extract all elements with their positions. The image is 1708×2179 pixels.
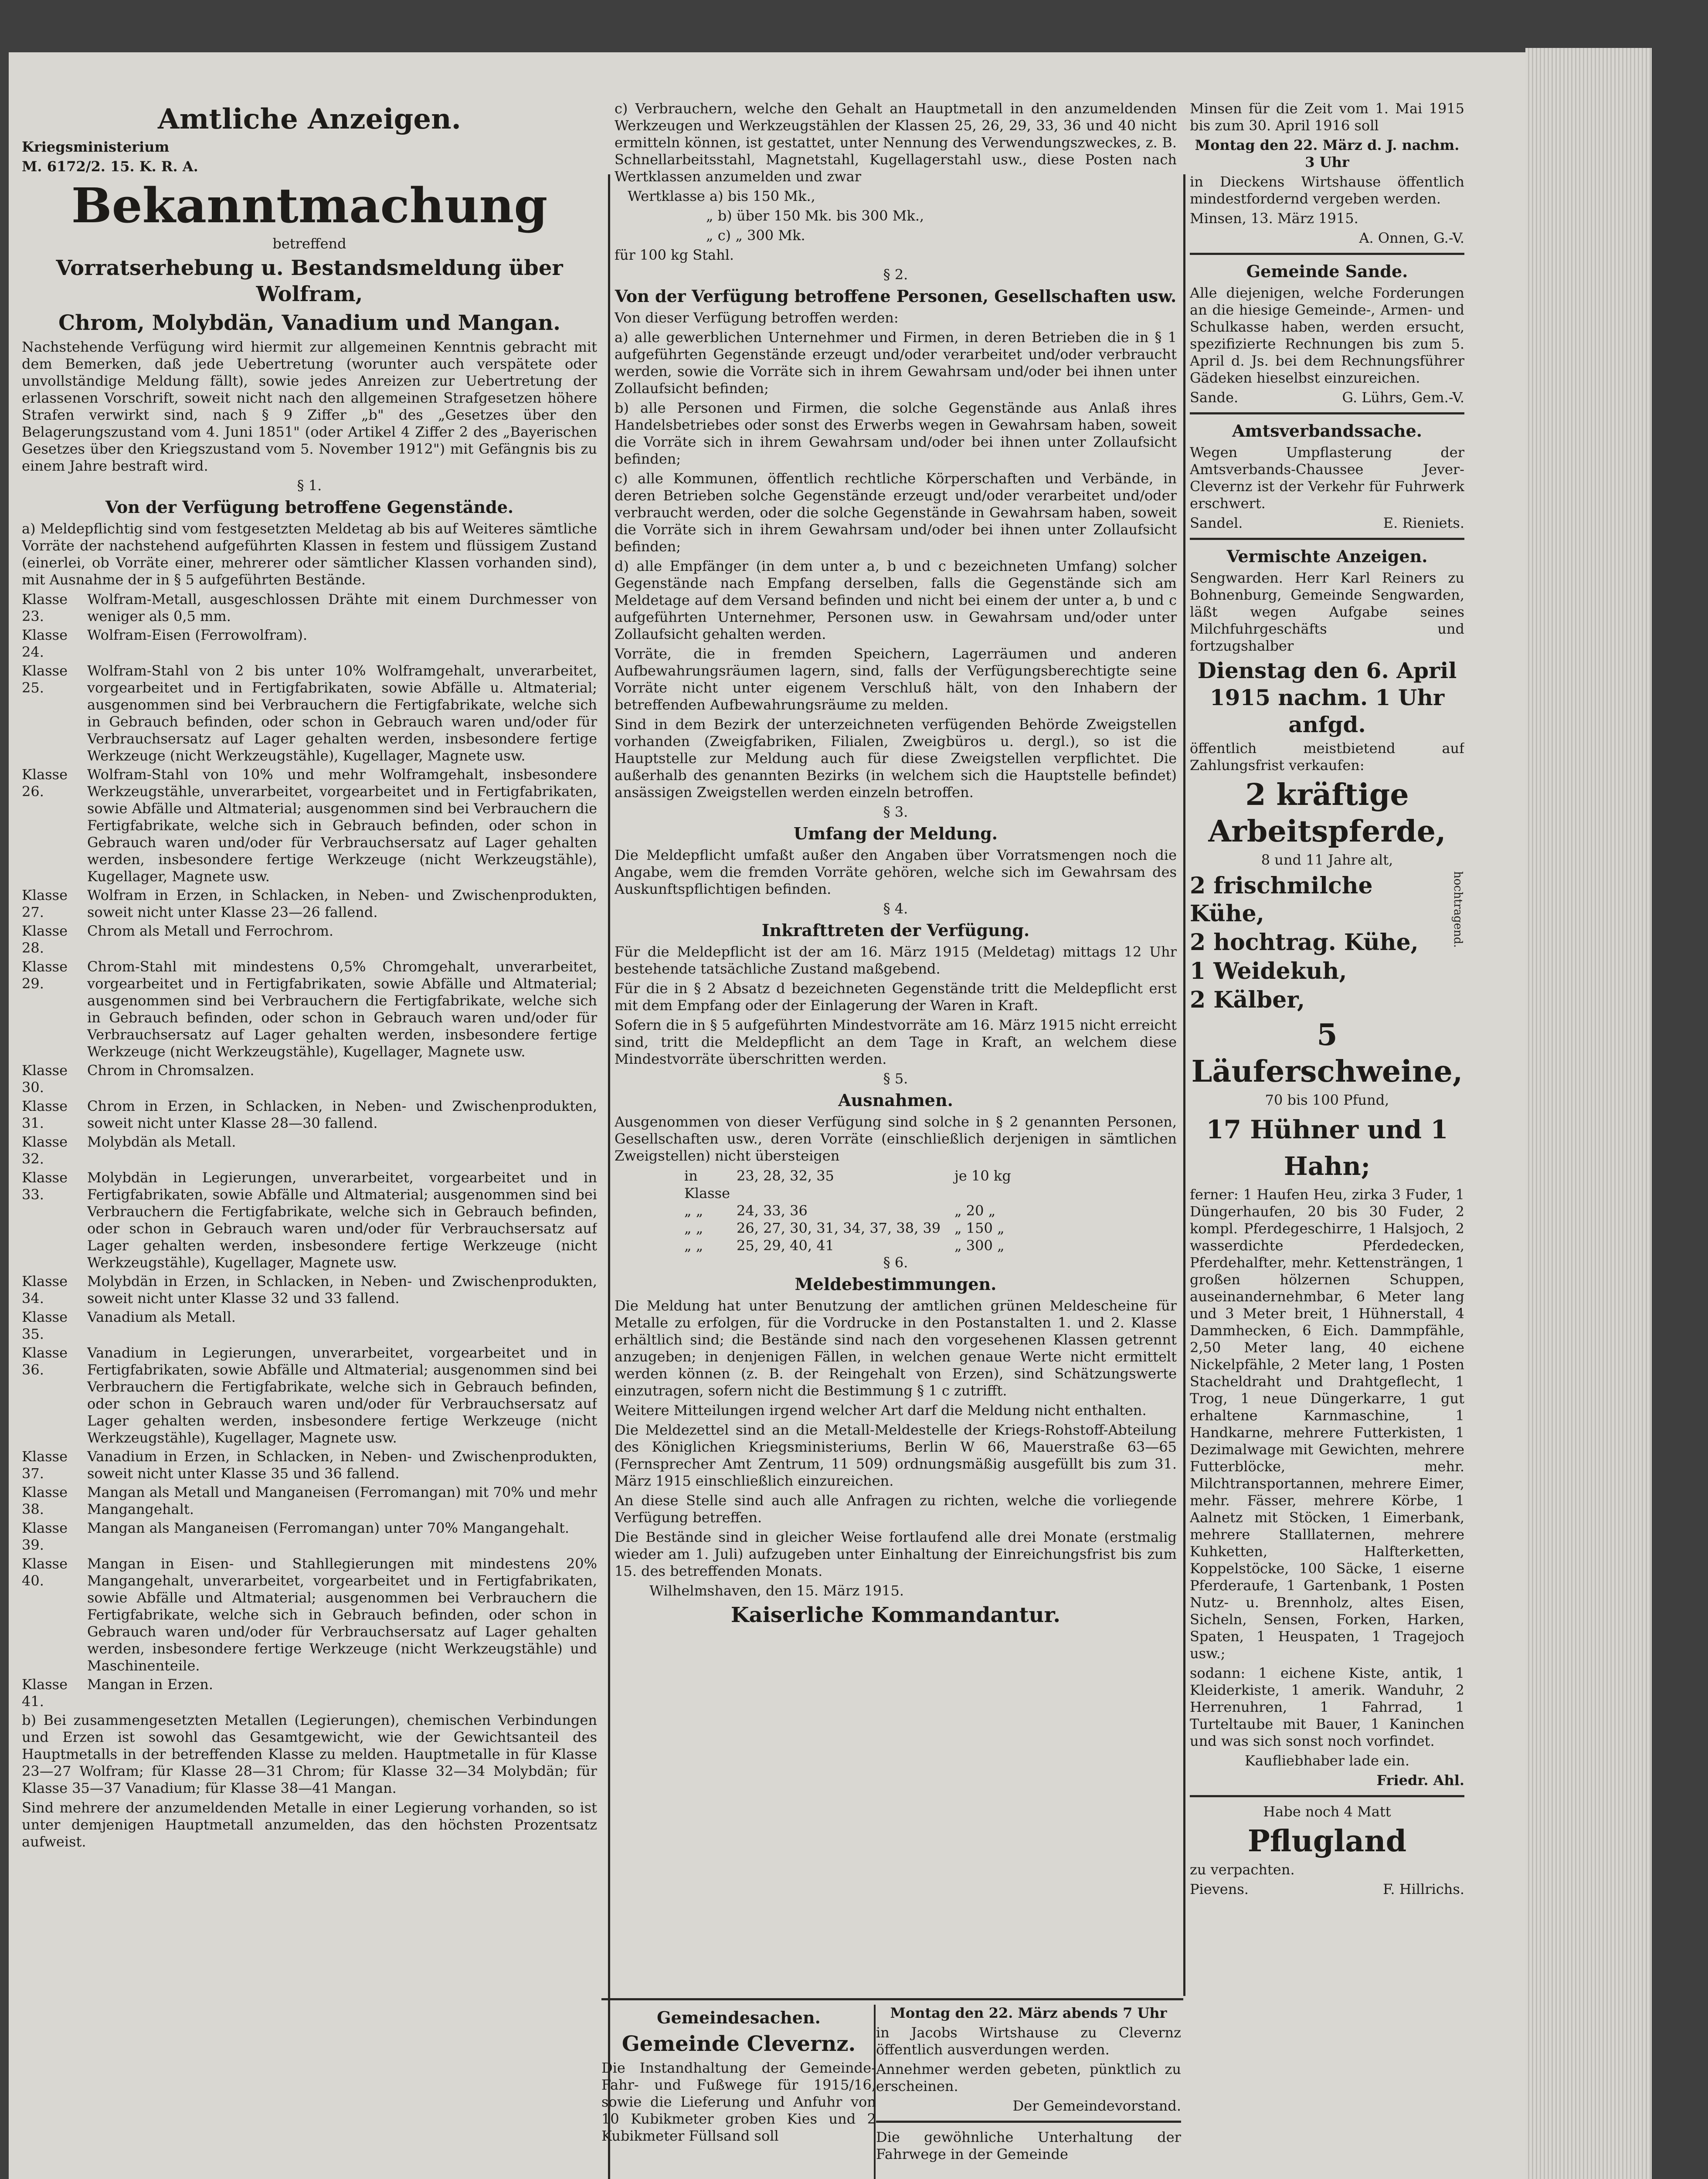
section-number: § 2. (883, 266, 908, 283)
reference: M. 6172/2. 15. K. R. A. (22, 158, 198, 175)
section-text: b) alle Personen und Firmen, die solche Gegenstände aus Anlaß ihres Handelsbetriebes oder sonst des Erwerbs wegen in Gewahrsam haben, soweit die Vorräte sich in ihrem Gewahrsam und/oder bei ihnen unter Zollaufsicht befinden; (615, 400, 1177, 467)
signature-line: Sandel. E. Rieniets. (1190, 515, 1464, 531)
section-text: a) Meldepflichtig sind vom festgesetzten Meldetag ab bis auf Weiteres sämtliche Vorräte der nachstehend aufgeführten Klassen in festem und flüssigem Zustand (einerlei, ob Vorräte einer, mehrerer oder sämtlicher Klassen vorhanden sind), mit Ausnahme der in § 5 aufgeführten Bestände. (22, 520, 597, 588)
section-header: Amtliche Anzeigen. (158, 103, 461, 136)
block-text: in Jacobs Wirtshause zu Clevernz öffentlich ausverdungen werden. (876, 2024, 1181, 2058)
section-title: Ausnahmen. (838, 1090, 953, 1110)
klasse-item: Klasse 25. Wolfram-Stahl von 2 bis unter 10% Wolframgehalt, unverarbeitet, vorgearbeitet und in Fertigfabrikaten, sowie Abfälle u. Altmaterial; ausgenommen sind bei Verbrauchern die Fertigfabrikate, welche sich in Gebrauch befinden, oder schon in Gebrauch waren und/oder für Verbrauchsersatz auf Lager gehalten werden, insbesondere fertige Werkzeuge (nicht Werkzeugstähle), Kugellager, Magnete usw. (22, 662, 597, 764)
auction-date: Dienstag den 6. April 1915 nachm. 1 Uhr anfgd. (1197, 658, 1457, 737)
section-text: Die Meldepflicht umfaßt außer den Angaben über Vorratsmengen noch die Angabe, wem die fremden Vorräte gehören, welche sich im Gewahrsam des Auskunftspflichtigen befinden. (615, 847, 1177, 897)
klasse-item: Klasse 34. Molybdän in Erzen, in Schlacken, in Neben- und Zwischenprodukten, soweit nicht unter Klasse 32 und 33 fallend. (22, 1273, 597, 1307)
klasse-item: Klasse 31. Chrom in Erzen, in Schlacken, in Neben- und Zwischenprodukten, soweit nicht unter Klasse 28—30 fallend. (22, 1098, 597, 1131)
auction-item-pigs: 5 Läuferschweine, (1191, 1018, 1463, 1089)
section-title: Von der Verfügung betroffene Gegenstände. (105, 497, 514, 517)
signature-line: Sande. G. Lührs, Gem.-V. (1190, 389, 1464, 406)
klasse-item: Klasse 27. Wolfram in Erzen, in Schlacken, in Neben- und Zwischenprodukten, soweit nicht unter Klasse 23—26 fallend. (22, 887, 597, 920)
wertklasse-a: Wertklasse a) bis 150 Mk., (628, 188, 815, 204)
section-title: Von der Verfügung betroffene Personen, Gesellschaften usw. (615, 286, 1177, 306)
section-text: Die Meldezettel sind an die Metall-Meldestelle der Kriegs-Rohstoff-Abteilung des Königlichen Kriegsministeriums, Berlin W 66, Mauerstraße 63—65 (Fernsprecher Amt Zentrum, 11 509) ordnungsmäßig ausgefüllt bis zum 31. März 1915 einschließlich einzureichen. (615, 1422, 1177, 1489)
column-rule-1 (608, 174, 610, 2179)
section-text: Von dieser Verfügung betroffen werden: (615, 309, 899, 326)
exceptions-table: in Klasse 23, 28, 32, 35 je 10 kg „ „ 24, 33, 36 „ 20 „ „ „ 26, 27, 30, 31, 34, 37, 38, 39 „ 150 „ „ „ 25, 29, 40, 41 „ 300 „ (684, 1168, 1011, 1254)
block-title: Vermischte Anzeigen. (1226, 546, 1428, 566)
municipality-title: Gemeinde Sande. (1246, 261, 1408, 281)
side-note: hochtragend. (1451, 871, 1464, 948)
cattle-group (1190, 871, 1464, 1015)
lease-text: Habe noch 4 Matt (1263, 1803, 1391, 1820)
section-title: Inkrafttreten der Verfügung. (761, 920, 1030, 940)
section-text: Vorräte, die in fremden Speichern, Lagerräumen und anderen Aufbewahrungsräumen lagern, sind, falls der Verfügungsberechtigte seine Vorräte nicht unter eigenem Verschluß hält, von den Inhabern der betreffenden Aufbewahrungsräume zu melden. (615, 645, 1177, 713)
notice-place: Minsen, 13. März 1915. (1190, 210, 1358, 227)
section-text: Sofern die in § 5 aufgeführten Mindestvorräte am 16. März 1915 nicht erreicht sind, tritt die Meldepflicht an dem Tage in Kraft, an welchem diese Mindestvorräte überschritten werden. (615, 1017, 1177, 1067)
notice-date: Montag den 22. März d. J. nachm. 3 Uhr (1195, 137, 1460, 170)
notice-text: Minsen für die Zeit vom 1. Mai 1915 bis zum 30. April 1916 soll (1190, 100, 1464, 134)
gemeindesachen-block (601, 2005, 876, 2179)
section-number: § 3. (883, 804, 908, 820)
notice-headline-1: Vorratserhebung u. Bestandsmeldung über Wolfram, (56, 256, 563, 306)
block-text: Annehmer werden gebeten, pünktlich zu erscheinen. (876, 2061, 1181, 2094)
section-text: c) alle Kommunen, öffentlich rechtliche Körperschaften und Verbände, in deren Betrieben solche Gegenstände erzeugt und/oder verarbeitet und/oder verbraucht werden, oder die solche Gegenstände in Gewahrsam haben, soweit die Vorräte sich in ihrem Gewahrsam und/oder bei ihnen unter Zollaufsicht befinden; (615, 470, 1177, 555)
notice-text: in Dieckens Wirtshause öffentlich mindestfordernd vergeben werden. (1190, 173, 1464, 207)
section-text: Sind in dem Bezirk der unterzeichneten verfügenden Behörde Zweigstellen vorhanden (Zweigfabriken, Filialen, Zweigbüros u. dergl.), so ist die Hauptstelle zur Meldung auch für diese Zweigstellen verpflichtet. Die außerhalb des genannten Bezirks (in welchem sich die Hauptstelle befindet) ansässigen Zweigstellen werden einzeln betroffen. (615, 716, 1177, 801)
klasse-item: Klasse 37. Vanadium in Erzen, in Schlacken, in Neben- und Zwischenprodukten, soweit nicht unter Klasse 35 und 36 fallend. (22, 1448, 597, 1482)
auction-item: 2 Kälber, (1190, 987, 1305, 1013)
page-stack-edge (1525, 48, 1652, 2179)
klassen-list (22, 591, 597, 1710)
notice-title: Bekanntmachung (71, 177, 548, 234)
klasse-item: Klasse 33. Molybdän in Legierungen, unverarbeitet, vorgearbeitet und in Fertigfabrikaten, sowie Abfälle und Altmaterial; ausgenommen sind bei Verbrauchern die Fertigfabrikate, welche sich in Gebrauch befinden, oder schon in Gebrauch waren und/oder für Verbrauchsersatz auf Lager gehalten werden, insbesondere fertige Werkzeuge (nicht Werkzeugstähle), Kugellager, Magnete usw. (22, 1169, 597, 1271)
klasse-item: Klasse 23. Wolfram-Metall, ausgeschlossen Drähte mit einem Durchmesser von weniger als 0,5 mm. (22, 591, 597, 625)
divider (1190, 412, 1464, 414)
auction-detail: 8 und 11 Jahre alt, (1261, 852, 1393, 868)
section-text: Die Bestände sind in gleicher Weise fortlaufend alle drei Monate (erstmalig wieder am 1. Juli) aufzugeben unter Einhaltung der Einreichungsfrist bis zum 15. des betreffenden Monats. (615, 1529, 1177, 1579)
section-number: § 5. (883, 1070, 908, 1087)
klasse-item: Klasse 38. Mangan als Metall und Manganeisen (Ferromangan) mit 70% und mehr Mangangehalt. (22, 1484, 597, 1517)
lease-title: Pflugland (1247, 1824, 1407, 1859)
auction-closing: Kaufliebhaber lade ein. (1244, 1752, 1410, 1769)
klasse-item: Klasse 29. Chrom-Stahl mit mindestens 0,5% Chromgehalt, unverarbeitet, vorgearbeitet und in Fertigfabrikaten, sowie Abfälle und Altmaterial; ausgenommen sind bei Verbrauchern die Fertigfabrikate, welche sich in Gebrauch befinden, oder schon in Gebrauch waren und/oder für Verbrauchsersatz auf Lager gehalten werden, insbesondere fertige Werkzeuge (nicht Werkzeugstähle), Kugellager, Magnete usw. (22, 958, 597, 1060)
notice-signature: A. Onnen, G.-V. (1359, 230, 1464, 246)
auction-signature: Friedr. Ahl. (1376, 1772, 1464, 1789)
section-number: § 4. (883, 900, 908, 917)
column-1 (22, 100, 597, 2179)
section-title: Umfang der Meldung. (793, 824, 998, 843)
bottom-rule (601, 1998, 1183, 2000)
ministry: Kriegsministerium (22, 139, 170, 155)
section-text: Sind mehrere der anzumeldenden Metalle in einer Legierung vorhanden, so ist unter demjenigen Hauptmetall anzumelden, das den höchsten Prozentsatz aufweist. (22, 1799, 597, 1850)
section-text: Für die in § 2 Absatz d bezeichneten Gegenstände tritt die Meldepflicht erst mit dem Empfang oder der Einlagerung der Waren in Kraft. (615, 980, 1177, 1014)
notice-intro: Nachstehende Verfügung wird hiermit zur allgemeinen Kenntnis gebracht mit dem Bemerken, daß jede Uebertretung (worunter auch verspätete oder unvollständige Meldung fällt), sowie jedes Anreizen zur Uebertretung der erlassenen Vorschrift, soweit nicht nach den allgemeinen Strafgesetzen höhere Strafen verwirkt sind, nach § 9 Ziffer „b" des „Gesetzes über den Belagerungszustand vom 4. Juni 1851" (oder Artikel 4 Ziffer 2 des „Bayerischen Gesetzes über den Kriegszustand vom 5. November 1912") mit Gefängnis bis zu einem Jahre bestraft wird. (22, 339, 597, 474)
section-title: Meldebestimmungen. (795, 1274, 997, 1294)
auction-item-horses: 2 kräftige Arbeitspferde, (1208, 777, 1446, 849)
tender-date: Montag den 22. März abends 7 Uhr (890, 2005, 1167, 2021)
section-text: Für die Meldepflicht ist der am 16. März 1915 (Meldetag) mittags 12 Uhr bestehende tatsächliche Zustand maßgebend. (615, 944, 1177, 977)
tender-block (876, 2005, 1181, 2179)
auction-item: 1 Weidekuh, (1190, 958, 1347, 984)
auction-item-hens: 17 Hühner und 1 Hahn; (1206, 1115, 1448, 1181)
notice-text: Wegen Umpflasterung der Amtsverbands-Chaussee Jever-Clevernz ist der Verkehr für Fuhrwerk erschwert. (1190, 444, 1464, 512)
section-text: An diese Stelle sind auch alle Anfragen zu richten, welche die vorliegende Verfügung betreffen. (615, 1492, 1177, 1526)
section-text: d) alle Empfänger (in dem unter a, b und c bezeichneten Umfang) solcher Gegenstände nach Empfang derselben, falls die Gegenstände sich am Meldetage auf dem Versand befinden und nicht bei einem der unter a, b und c aufgeführten Unternehmer, Personen usw. in Gewahrsam und/oder unter Zollaufsicht gehalten werden. (615, 558, 1177, 642)
column-2 (615, 100, 1177, 1996)
signature-line: Pievens. F. Hillrichs. (1190, 1881, 1464, 1897)
auction-list: sodann: 1 eichene Kiste, antik, 1 Kleiderkiste, 1 amerik. Wanduhr, 2 Herrenuhren, 1 Fahrrad, 1 Turteltaube mit Bauer, 1 Kaninchen und was sich sonst noch vorfindet. (1190, 1665, 1464, 1749)
divider (1190, 1795, 1464, 1797)
klasse-item: Klasse 39. Mangan als Manganeisen (Ferromangan) unter 70% Mangangehalt. (22, 1520, 570, 1553)
auction-item: 2 frischmilche Kühe, (1190, 872, 1373, 927)
klasse-item: Klasse 32. Molybdän als Metall. (22, 1134, 236, 1167)
column-3 (1190, 100, 1464, 2179)
klasse-item: Klasse 40. Mangan in Eisen- und Stahllegierungen mit mindestens 20% Mangangehalt, unverarbeitet, vorgearbeitet und in Fertigfabrikaten, sowie Abfälle und Altmaterial; ausgenommen bei Verbrauchern die Fertigfabrikate, welche sich in Gebrauch befinden, oder schon in Gebrauch waren und/oder für Verbrauchsersatz auf Lager gehalten werden, insbesondere fertige Werkzeuge (nicht Werkzeugstähle) und Maschinenteile. (22, 1555, 597, 1674)
section-text: a) alle gewerblichen Unternehmer und Firmen, in deren Betrieben die in § 1 aufgeführten Gegenstände erzeugt und/oder verarbeitet und/oder verbraucht werden, sowie die Vorräte sich in ihrem Gewahrsam und/oder bei ihnen unter Zollaufsicht befinden; (615, 329, 1177, 397)
auction-detail: 70 bis 100 Pfund, (1265, 1092, 1389, 1108)
notice-headline-2: Chrom, Molybdän, Vanadium und Mangan. (58, 311, 561, 335)
section-number: § 6. (883, 1254, 908, 1271)
notice-text: öffentlich meistbietend auf Zahlungsfrist verkaufen: (1190, 740, 1464, 774)
klasse-item: Klasse 30. Chrom in Chromsalzen. (22, 1062, 255, 1096)
klasse-item: Klasse 36. Vanadium in Legierungen, unverarbeitet, vorgearbeitet und in Fertigfabrikaten, sowie Abfälle und Altmaterial; ausgenommen sind bei Verbrauchern die Fertigfabrikate, welche sich in Gebrauch befinden, oder schon in Gebrauch waren und/oder für Verbrauchsersatz auf Lager gehalten werden, insbesondere fertige Werkzeuge (nicht Werkzeugstähle), Kugellager, Magnete usw. (22, 1344, 597, 1446)
auction-item: 2 hochtrag. Kühe, (1190, 929, 1419, 956)
divider (876, 2121, 1181, 2123)
divider (1190, 253, 1464, 255)
klasse-item: Klasse 24. Wolfram-Eisen (Ferrowolfram). (22, 627, 308, 660)
notice-text: Sengwarden. Herr Karl Reiners zu Bohnenburg, Gemeinde Sengwarden, läßt wegen Aufgabe seines Milchfuhrgeschäfts und fortzugshalber (1190, 570, 1464, 654)
block-text: Die gewöhnliche Unterhaltung der Fahrwege in der Gemeinde (876, 2129, 1181, 2162)
divider (1190, 538, 1464, 540)
lease-text: zu verpachten. (1190, 1861, 1295, 1878)
wertklasse-unit: für 100 kg Stahl. (615, 247, 734, 263)
klasse-item: Klasse 35. Vanadium als Metall. (22, 1309, 236, 1342)
block-text: Die Instandhaltung der Gemeinde-Fahr- und Fußwege für 1915/16, sowie die Lieferung und Anfuhr von 10 Kubikmeter groben Kies und 2 Kubikmeter Füllsand soll (601, 2060, 876, 2144)
klasse-item: Klasse 41. Mangan in Erzen. (22, 1676, 214, 1710)
notice-subtitle: betreffend (272, 235, 346, 252)
wertklasse-c: „ c) „ 300 Mk. (706, 227, 805, 244)
klasse-item: Klasse 26. Wolfram-Stahl von 10% und mehr Wolframgehalt, insbesondere Werkzeugstähle, unverarbeitet, vorgearbeitet und in Fertigfabrikaten, sowie Abfälle und Altmaterial; ausgenommen sind bei Verbrauchern die Fertigfabrikate, welche sich in Gebrauch befinden, oder schon in Gebrauch waren und/oder für Verbrauchsersatz auf Lager gehalten werden, insbesondere fertige Werkzeuge (nicht Werkzeugstähle), Kugellager, Magnete usw. (22, 766, 597, 885)
authority-signature: Kaiserliche Kommandantur. (730, 1603, 1061, 1627)
section-text: Die Meldung hat unter Benutzung der amtlichen grünen Meldescheine für Metalle zu erfolgen, für die Vordrucke in den Postanstalten 1. und 2. Klasse erhältlich sind; die Bestände sind nach den vorgesehenen Klassen getrennt anzugeben; in denjenigen Fällen, in welchen genaue Werte nicht ermittelt werden können (z. B. der Reingehalt von Erzen), sind Schätzungswerte einzutragen, sofern nicht die Bestimmung § 1 c zutrifft. (615, 1297, 1177, 1399)
auction-list: ferner: 1 Haufen Heu, zirka 3 Fuder, 1 Düngerhaufen, 20 bis 30 Fuder, 2 kompl. Pferdegeschirre, 1 Halsjoch, 2 wasserdichte Pferdedecken, Pferdehalfter, mehr. Kettensträngen, 1 großen hölzernen Schuppen, auseinandernehmbar, 6 Meter lang und 3 Meter breit, 1 Hühnerstall, 4 Dammhecken, 6 Eich. Dammpfähle, 2,50 Meter lang, 40 eichene Nickelpfähle, 2 Meter lang, 1 Posten Stacheldraht und Drahtgeflecht, 1 Trog, 1 neue Düngerkarre, 1 gut erhaltene Karnmaschine, 1 Handkarne, mehrere Futterkisten, 1 Dezimalwage mit Gewichten, mehrere Futterblöcke, mehr. Milchtransportannen, mehrere Eimer, mehr. Fässer, mehrere Körbe, 1 Aalnetz mit Stöcken, 1 Eimerbank, mehrere Stalllaternen, mehrere Kuhketten, Halfterketten, Koppelstöcke, 100 Säcke, 1 eiserne Pferderaufe, 1 Gartenbank, 1 Posten Nutz- u. Brennholz, altes Eisen, Sicheln, Sensen, Forken, Harken, Spaten, 1 Heuspaten, 1 Tragejoch usw.; (1190, 1186, 1464, 1662)
section-text: Ausgenommen von dieser Verfügung sind solche in § 2 genannten Personen, Gesellschaften usw., deren Vorräte (einschließlich derjenigen in sämtlichen Zweigstellen) nicht übersteigen (615, 1113, 1177, 1164)
section-text: Weitere Mitteilungen irgend welcher Art darf die Meldung nicht enthalten. (615, 1402, 1147, 1419)
notice-text: Alle diejenigen, welche Forderungen an die hiesige Gemeinde-, Armen- und Schulkasse haben, werden ersucht, spezifizierte Rechnungen bis zum 5. April d. Js. bei dem Rechnungsführer Gädeken hieselbst einzureichen. (1190, 285, 1464, 386)
section-text: b) Bei zusammengesetzten Metallen (Legierungen), chemischen Verbindungen und Erzen ist sowohl das Gesamtgewicht, wie der Gewichtsanteil des Hauptmetalls in der betreffenden Klasse zu melden. Hauptmetalle in für Klasse 23—27 Wolfram; für Klasse 28—31 Chrom; für Klasse 32—34 Molybdän; für Klasse 35—37 Vanadium; für Klasse 38—41 Mangan. (22, 1712, 597, 1796)
section-text: c) Verbrauchern, welche den Gehalt an Hauptmetall in den anzumeldenden Werkzeugen und Werkzeugstählen der Klassen 25, 26, 29, 33, 36 und 40 nicht ermitteln können, ist gestattet, unter Nennung des Verwendungszweckes, z. B. Schnellarbeitsstahl, Magnetstahl, Kugellagerstahl usw., diese Posten nach Wertklassen anzumelden und zwar (615, 100, 1177, 185)
wertklasse-b: „ b) über 150 Mk. bis 300 Mk., (706, 207, 924, 224)
column-rule-2 (1183, 174, 1185, 1996)
block-title: Amtsverbandssache. (1232, 421, 1422, 441)
klasse-item: Klasse 28. Chrom als Metall und Ferrochrom. (22, 923, 334, 956)
block-title: Gemeindesachen. (657, 2008, 821, 2027)
tender-signature: Der Gemeindevorstand. (1012, 2098, 1181, 2114)
municipality-title: Gemeinde Clevernz. (621, 2032, 856, 2056)
place-date: Wilhelmshaven, den 15. März 1915. (649, 1582, 904, 1599)
section-number: § 1. (297, 477, 322, 494)
